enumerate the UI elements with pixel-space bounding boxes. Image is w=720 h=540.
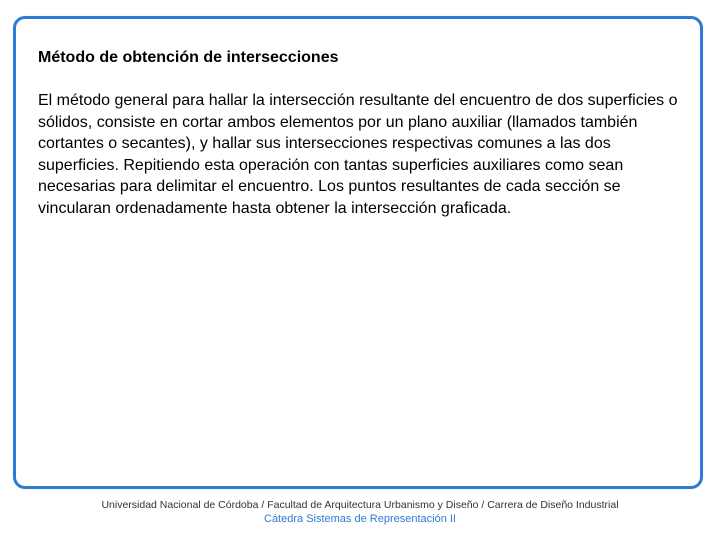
content-frame [13,16,703,489]
footer [0,498,720,527]
slide-title: Método de obtención de intersecciones [38,49,339,66]
footer-institution: Universidad Nacional de Córdoba / Facultad de Arquitectura Urbanismo y Diseño / Carrera de Diseño Industrial [101,499,619,511]
footer-course: Cátedra Sistemas de Representación II [264,513,456,525]
slide-body-text: El método general para hallar la intersección resultante del encuentro de dos superficies o sólidos, consiste en cortar ambos elementos por un plano auxiliar (llamados también cortantes o secantes), y hallar sus intersecciones respectivas comunes a las dos superficies. Repitiendo esta operación con tantas superficies auxiliares como sean necesarias para delimitar el encuentro. Los puntos resultantes de cada sección se vincularan ordenadamente hasta obtener la intersección graficada. [38,92,678,217]
